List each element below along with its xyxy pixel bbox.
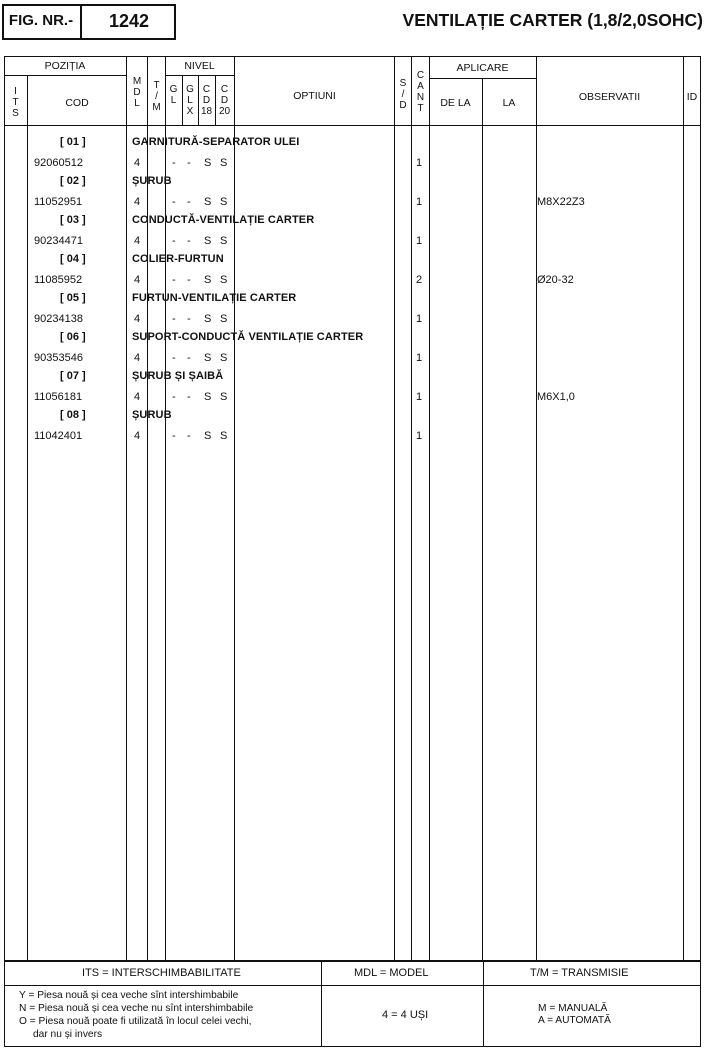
header-bottom-line — [4, 125, 701, 126]
part-level-gl: - — [172, 234, 176, 247]
part-observation: Ø20-32 — [537, 273, 574, 286]
col-header-mdl: M D L — [132, 76, 142, 109]
col-header-aplicare: APLICARE — [456, 62, 509, 74]
part-detail-row — [0, 309, 705, 329]
part-heading-row — [0, 133, 705, 153]
figure-label: FIG. NR.- — [2, 4, 82, 40]
col-header-cd20: C D 20 — [218, 84, 231, 117]
part-detail-row — [0, 270, 705, 290]
part-description: COLIER-FURTUN — [132, 253, 224, 265]
part-level-cd18: S — [204, 429, 212, 442]
part-description: GARNITURĂ-SEPARATOR ULEI — [132, 136, 300, 148]
part-quantity: 1 — [416, 429, 423, 442]
part-quantity: 1 — [416, 390, 423, 403]
part-observation: M6X1,0 — [537, 390, 575, 403]
legend-tm-title: T/M = TRANSMISIE — [530, 967, 629, 979]
part-level-cd20: S — [220, 351, 228, 364]
part-code: 90353546 — [34, 351, 83, 364]
part-level-cd20: S — [220, 312, 228, 325]
position-number: [ 02 ] — [60, 175, 86, 187]
part-level-gl: - — [172, 351, 176, 364]
part-model: 4 — [134, 390, 141, 403]
part-level-gl: - — [172, 156, 176, 169]
part-level-gl: - — [172, 429, 176, 442]
part-level-cd18: S — [204, 273, 212, 286]
part-detail-row — [0, 387, 705, 407]
position-number: [ 07 ] — [60, 370, 86, 382]
part-code: 11085952 — [34, 273, 83, 286]
part-level-cd20: S — [220, 390, 228, 403]
legend-mdl-4: 4 = 4 UȘI — [382, 1009, 429, 1021]
part-level-glx: - — [187, 351, 191, 364]
part-level-cd18: S — [204, 390, 212, 403]
part-model: 4 — [134, 195, 141, 208]
part-heading-row — [0, 289, 705, 309]
part-model: 4 — [134, 312, 141, 325]
part-detail-row — [0, 153, 705, 173]
legend-its-o: O = Piesa nouă poate fi utilizată în locul celei vechi, — [19, 1016, 252, 1027]
part-level-cd20: S — [220, 429, 228, 442]
pozitia-underline — [4, 75, 127, 76]
part-level-glx: - — [187, 312, 191, 325]
col-header-la: LA — [502, 97, 516, 109]
legend-mdl-title: MDL = MODEL — [354, 967, 429, 979]
figure-number: 1242 — [108, 11, 150, 31]
part-level-glx: - — [187, 195, 191, 208]
col-header-observatii: OBSERVATII — [578, 91, 641, 103]
legend-its-y: Y = Piesa nouă și cea veche sînt intershimbabile — [19, 990, 239, 1001]
part-model: 4 — [134, 429, 141, 442]
part-code: 92060512 — [34, 156, 83, 169]
position-number: [ 06 ] — [60, 331, 86, 343]
part-quantity: 2 — [416, 273, 423, 286]
col-header-cant: C A N T — [416, 70, 425, 114]
part-detail-row — [0, 192, 705, 212]
part-level-glx: - — [187, 234, 191, 247]
aplicare-underline — [429, 78, 537, 79]
col-header-its: I T S — [12, 86, 19, 119]
part-quantity: 1 — [416, 195, 423, 208]
legend-divider-1 — [321, 961, 322, 1047]
part-level-cd20: S — [220, 156, 228, 169]
col-header-pozitia: POZIȚIA — [44, 60, 86, 72]
legend-its-title: ITS = INTERSCHIMBABILITATE — [82, 967, 241, 979]
part-observation: M8X22Z3 — [537, 195, 585, 208]
part-model: 4 — [134, 351, 141, 364]
col-header-glx: G L X — [186, 84, 194, 117]
legend-tm-m: M = MANUALĂ — [538, 1003, 608, 1014]
position-number: [ 01 ] — [60, 136, 86, 148]
part-level-gl: - — [172, 390, 176, 403]
part-code: 11056181 — [34, 390, 83, 403]
legend-its-o2: dar nu și invers — [33, 1029, 103, 1040]
col-header-optiuni: OPTIUNI — [293, 90, 336, 102]
legend-tm-a: A = AUTOMATĂ — [538, 1015, 611, 1026]
part-quantity: 1 — [416, 234, 423, 247]
part-heading-row — [0, 172, 705, 192]
legend-its-n: N = Piesa nouă și cea veche nu sînt intershimbabile — [19, 1003, 254, 1014]
part-detail-row — [0, 426, 705, 446]
part-model: 4 — [134, 156, 141, 169]
part-level-cd20: S — [220, 273, 228, 286]
legend-divider-2 — [483, 961, 484, 1047]
part-heading-row — [0, 211, 705, 231]
part-level-cd20: S — [220, 234, 228, 247]
part-detail-row — [0, 231, 705, 251]
part-model: 4 — [134, 273, 141, 286]
part-heading-row — [0, 328, 705, 348]
part-description: CONDUCTĂ-VENTILAȚIE CARTER — [132, 214, 315, 226]
part-level-cd18: S — [204, 234, 212, 247]
position-number: [ 04 ] — [60, 253, 86, 265]
part-level-cd18: S — [204, 156, 212, 169]
part-level-glx: - — [187, 429, 191, 442]
nivel-underline — [165, 75, 235, 76]
part-level-glx: - — [187, 273, 191, 286]
part-level-glx: - — [187, 390, 191, 403]
part-level-gl: - — [172, 312, 176, 325]
part-heading-row — [0, 406, 705, 426]
col-header-cod: COD — [65, 97, 89, 109]
part-detail-row — [0, 348, 705, 368]
page-title: VENTILAȚIE CARTER (1,8/2,0SOHC) — [402, 10, 703, 30]
part-code: 11052951 — [34, 195, 83, 208]
col-header-cd18: C D 18 — [200, 84, 213, 117]
part-level-cd20: S — [220, 195, 228, 208]
part-code: 90234138 — [34, 312, 83, 325]
part-description: ȘURUB ȘI ȘAIBĂ — [132, 370, 224, 382]
part-quantity: 1 — [416, 312, 423, 325]
part-level-gl: - — [172, 195, 176, 208]
position-number: [ 08 ] — [60, 409, 86, 421]
part-quantity: 1 — [416, 351, 423, 364]
col-header-nivel: NIVEL — [184, 60, 215, 72]
position-number: [ 03 ] — [60, 214, 86, 226]
part-code: 90234471 — [34, 234, 83, 247]
part-level-cd18: S — [204, 195, 212, 208]
part-level-cd18: S — [204, 351, 212, 364]
part-description: ȘURUB — [132, 409, 172, 421]
position-number: [ 05 ] — [60, 292, 86, 304]
col-header-dela: DE LA — [440, 97, 471, 109]
part-quantity: 1 — [416, 156, 423, 169]
part-model: 4 — [134, 234, 141, 247]
part-level-gl: - — [172, 273, 176, 286]
part-description: FURTUN-VENTILAȚIE CARTER — [132, 292, 297, 304]
col-header-id: ID — [686, 91, 698, 103]
part-description: ȘURUB — [132, 175, 172, 187]
col-header-gl: G L — [169, 84, 178, 106]
part-level-cd18: S — [204, 312, 212, 325]
col-header-tm: T / M — [152, 80, 161, 113]
part-heading-row — [0, 250, 705, 270]
part-code: 11042401 — [34, 429, 83, 442]
legend-header-line — [4, 985, 701, 986]
part-heading-row — [0, 367, 705, 387]
col-header-sd: S / D — [399, 78, 407, 111]
part-level-glx: - — [187, 156, 191, 169]
part-description: SUPORT-CONDUCTĂ VENTILAȚIE CARTER — [132, 331, 364, 343]
